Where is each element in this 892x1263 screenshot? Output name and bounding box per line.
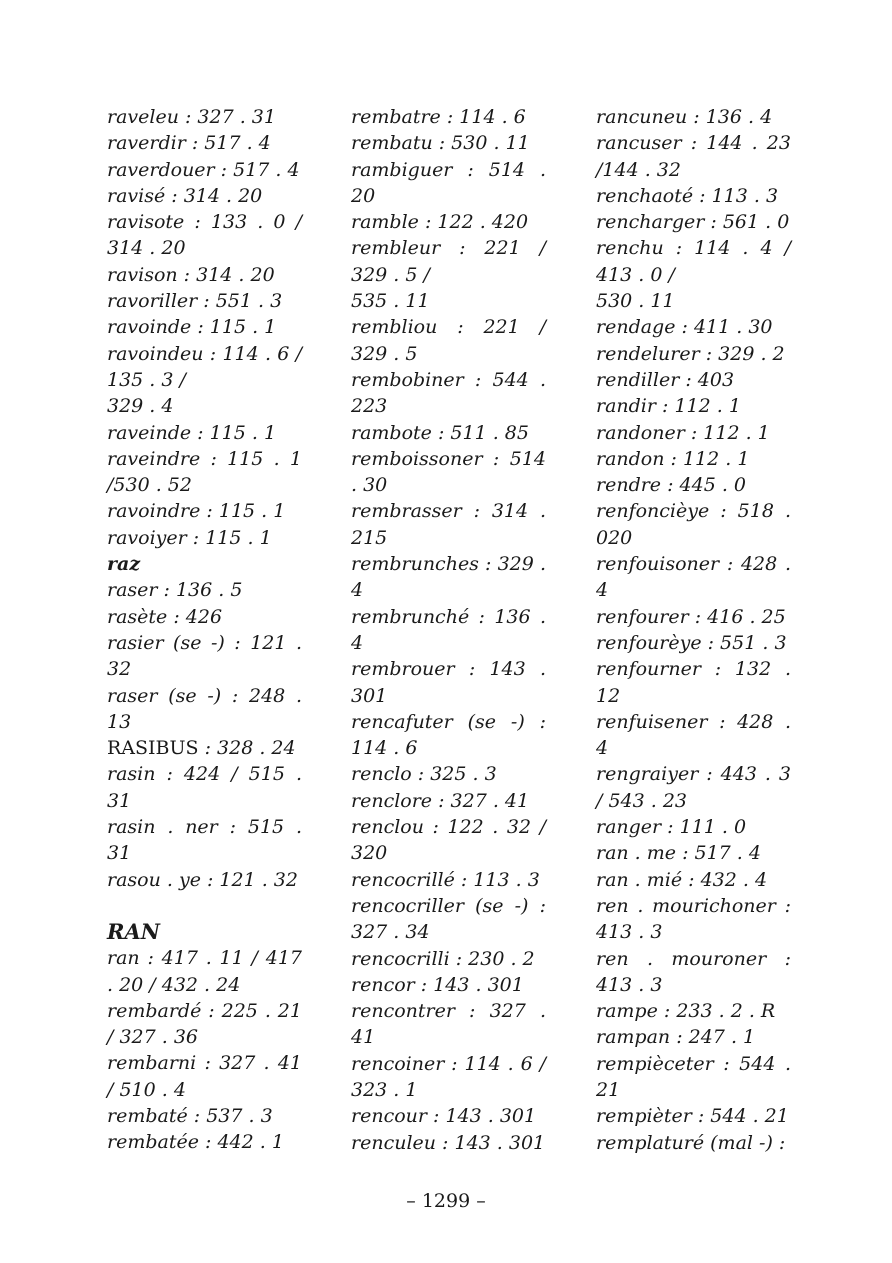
index-entry: ren . mouroner : 413 . 3 <box>596 947 791 996</box>
index-entry: rambiguer : 514 . 20 <box>351 158 546 207</box>
index-entry: ravoriller : 551 . 3 <box>107 290 283 313</box>
index-entry: rancuneu : 136 . 4 <box>596 106 773 128</box>
index-entry: rambote : 511 . 85 <box>351 421 529 444</box>
index-entry: rembobiner : 544 . 223 <box>351 368 546 418</box>
entry-reference: : 328 . 24 <box>198 737 296 760</box>
index-entry: renchu : 114 . 4 / 413 . 0 / <box>596 237 791 286</box>
index-entry: raverdouer : 517 . 4 <box>107 158 300 181</box>
index-entry: raveleu : 327 . 31 <box>107 106 276 128</box>
index-entry: rasin : 424 / 515 . 31 <box>107 763 302 812</box>
index-entry: rasète : 426 <box>107 605 223 628</box>
index-entry: rencharger : 561 . 0 <box>596 211 790 234</box>
index-entry: randon : 112 . 1 <box>596 447 750 470</box>
index-entry: rembrasser : 314 . 215 <box>351 500 546 549</box>
index-entry: rendiller : 403 <box>596 368 735 391</box>
index-entry: renfourèye : 551 . 3 <box>596 631 787 654</box>
index-entry: ravoindre : 115 . 1 <box>107 500 286 523</box>
index-entry: rendre : 445 . 0 <box>596 474 747 497</box>
index-entry: renchaoté : 113 . 3 <box>596 184 779 207</box>
index-entry: ran : 417 . 11 / 417 . 20 / 432 . 24 <box>107 947 302 996</box>
index-entry: renclou : 122 . 32 / 320 <box>351 816 546 865</box>
index-entry: randoner : 112 . 1 <box>596 421 770 444</box>
index-column-1 <box>107 104 302 1156</box>
index-entry: remplaturé (mal -) : <box>596 1131 786 1154</box>
index-entry: rampe : 233 . 2 . R <box>596 1000 776 1023</box>
index-entry: 535 . 11 <box>351 290 430 313</box>
index-entry: rencocrillé : 113 . 3 <box>351 868 540 891</box>
index-entry: ravisé : 314 . 20 <box>107 184 263 207</box>
index-entry: remboissoner : 514 . 30 <box>351 447 546 497</box>
index-entry: rembaté : 537 . 3 <box>107 1104 273 1127</box>
index-entry: renfoncièye : 518 . 020 <box>596 500 791 549</box>
index-entry: ran . me : 517 . 4 <box>596 842 761 865</box>
index-entry: ravoindeu : 114 . 6 / 135 . 3 / <box>107 342 302 391</box>
index-entry: rencontrer : 327 . 41 <box>351 1000 546 1049</box>
index-entry: rembardé : 225 . 21 / 327 . 36 <box>107 999 302 1049</box>
index-entry: rembliou : 221 / 329 . 5 <box>351 316 546 365</box>
index-entry: rembrunches : 329 . 4 <box>351 553 546 602</box>
index-entry: raser (se -) : 248 . 13 <box>107 684 302 733</box>
index-entry: renfouisoner : 428 . 4 <box>596 553 791 602</box>
index-entry: rasier (se -) : 121 . 32 <box>107 631 302 681</box>
index-entry: rendelurer : 329 . 2 <box>596 342 785 365</box>
entry-headword: RASIBUS <box>107 737 199 760</box>
index-entry: renclo : 325 . 3 <box>351 763 497 786</box>
index-entry: raveinde : 115 . 1 <box>107 421 277 444</box>
index-entry: ran . mié : 432 . 4 <box>596 868 768 891</box>
index-entry: rampan : 247 . 1 <box>596 1026 756 1049</box>
index-entry: ravison : 314 . 20 <box>107 263 275 286</box>
index-entry: ren . mourichoner : 413 . 3 <box>596 894 791 944</box>
index-entry <box>107 735 302 761</box>
index-entry: rencafuter (se -) : 114 . 6 <box>351 710 546 760</box>
index-entry: renfourner : 132 . 12 <box>596 658 791 707</box>
index-entry: renclore : 327 . 41 <box>351 789 530 812</box>
index-entry: rempièceter : 544 . 21 <box>596 1052 791 1101</box>
index-entry: ravoiyer : 115 . 1 <box>107 526 272 549</box>
index-entry: renfourer : 416 . 25 <box>596 605 786 628</box>
index-entry: raverdir : 517 . 4 <box>107 132 271 155</box>
index-entry: rencoiner : 114 . 6 / 323 . 1 <box>351 1052 546 1101</box>
index-entry: rembatu : 530 . 11 <box>351 132 530 155</box>
index-entry: randir : 112 . 1 <box>596 395 741 418</box>
index-entry: rencor : 143 . 301 <box>351 973 524 996</box>
index-entry: ranger : 111 . 0 <box>596 816 747 839</box>
index-entry: rembatée : 442 . 1 <box>107 1131 284 1154</box>
index-entry: renfuisener : 428 . 4 <box>596 710 791 760</box>
index-entry: ramble : 122 . 420 <box>351 211 529 234</box>
index-entry: rempièter : 544 . 21 <box>596 1105 789 1128</box>
index-entry: rasou . ye : 121 . 32 <box>107 868 298 891</box>
index-entry: 530 . 11 <box>596 290 675 313</box>
index-entry: rencour : 143 . 301 <box>351 1105 537 1128</box>
section-gap <box>107 893 302 919</box>
index-entry: rembrouer : 143 . 301 <box>351 658 546 707</box>
index-column-3 <box>596 104 791 1156</box>
index-entry: rembarni : 327 . 41 / 510 . 4 <box>107 1052 302 1101</box>
page-number: – 1299 – <box>406 1190 486 1212</box>
section-heading: raz <box>107 553 141 576</box>
index-entry: rencocriller (se -) : 327 . 34 <box>351 894 546 944</box>
index-entry: raser : 136 . 5 <box>107 579 243 602</box>
section-heading: RAN <box>107 918 160 944</box>
index-entry: rancuser : 144 . 23 /144 . 32 <box>596 132 791 181</box>
index-entry: 329 . 4 <box>107 395 174 418</box>
index-entry: rengraiyer : 443 . 3 / 543 . 23 <box>596 763 791 812</box>
index-column-2 <box>351 104 546 1156</box>
index-entry: rencocrilli : 230 . 2 <box>351 947 535 970</box>
index-entry: rembrunché : 136 . 4 <box>351 605 546 654</box>
index-entry: rasin . ner : 515 . 31 <box>107 816 302 865</box>
index-entry: renculeu : 143 . 301 <box>351 1131 546 1154</box>
index-entry: ravoinde : 115 . 1 <box>107 316 277 339</box>
index-entry: rembatre : 114 . 6 <box>351 106 526 128</box>
index-entry: rembleur : 221 / 329 . 5 / <box>351 237 546 286</box>
index-entry: ravisote : 133 . 0 / 314 . 20 <box>107 211 302 260</box>
index-entry: raveindre : 115 . 1 /530 . 52 <box>107 447 302 497</box>
index-entry: rendage : 411 . 30 <box>596 316 773 339</box>
